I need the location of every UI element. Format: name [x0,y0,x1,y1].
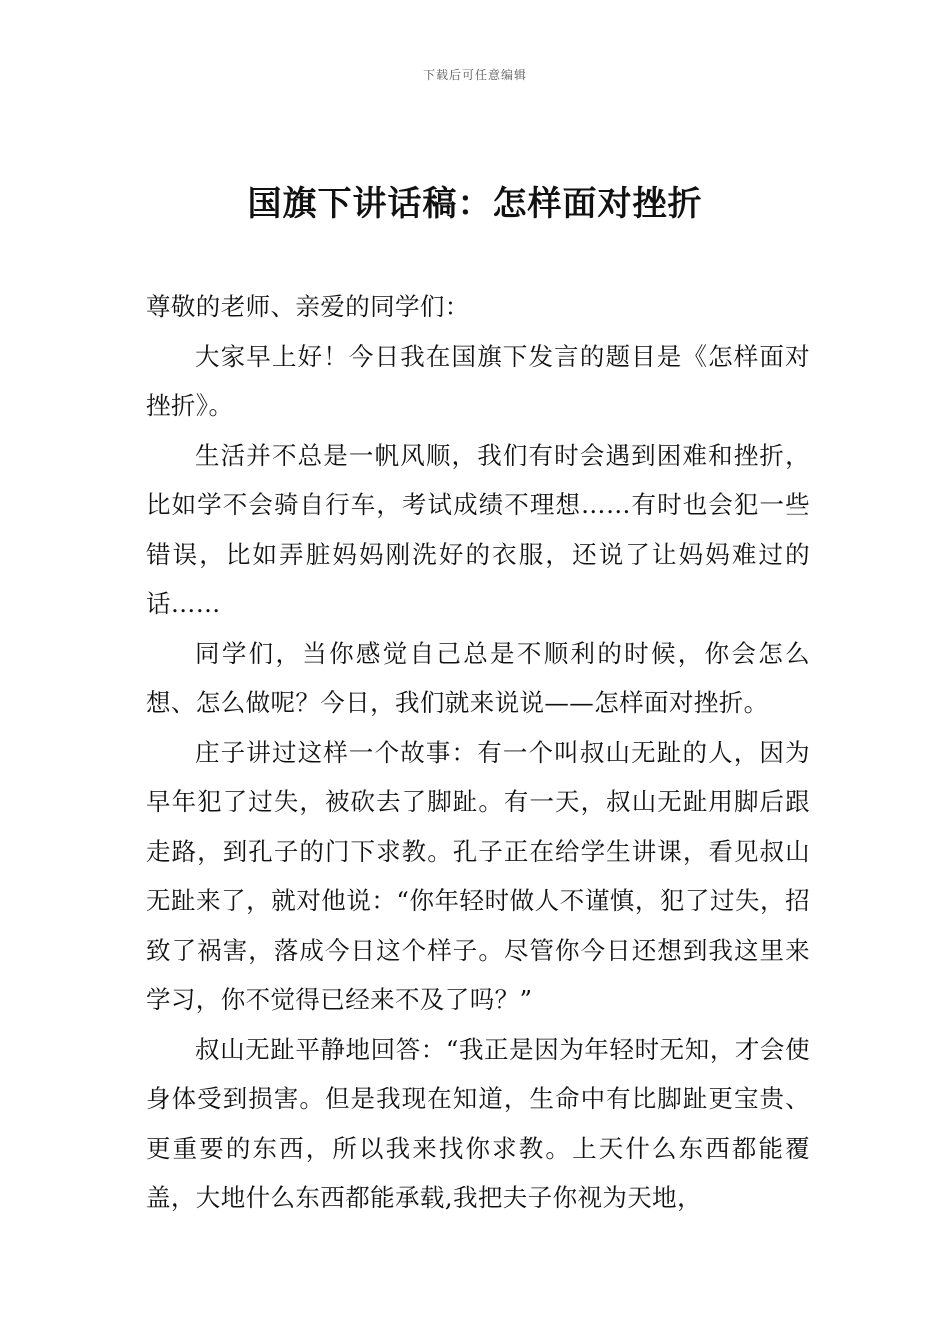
paragraph-2: 生活并不总是一帆风顺，我们有时会遇到困难和挫折，比如学不会骑自行车，考试成绩不理想……有时也会犯一些错误，比如弄脏妈妈刚洗好的衣服，还说了让妈妈难过的话…… [146,440,810,618]
header-note: 下载后可任意编辑 [422,68,527,82]
paragraph-3: 同学们，当你感觉自己总是不顺利的时候，你会怎么想、怎么做呢？今日，我们就来说说——怎样面对挫折。 [146,638,810,717]
document-title: 国旗下讲话稿：怎样面对挫折 [247,184,703,224]
paragraph-5: 叔山无趾平静地回答：“我正是因为年轻时无知，才会使身体受到损害。但是我现在知道，生命中有比脚趾更宝贵、更重要的东西，所以我来找你求教。上天什么东西都能覆盖，大地什么东西都能承载,我把夫子你视为天地， [146,1034,810,1212]
document-body [146,282,810,1223]
paragraph-1: 大家早上好！今日我在国旗下发言的题目是《怎样面对挫折》。 [146,341,810,420]
greeting: 尊敬的老师、亲爱的同学们： [146,292,470,321]
paragraph-4: 庄子讲过这样一个故事：有一个叫叔山无趾的人，因为早年犯了过失，被砍去了脚趾。有一天，叔山无趾用脚后跟走路，到孔子的门下求教。孔子正在给学生讲课，看见叔山无趾来了，就对他说：“你年轻时做人不谨慎，犯了过失，招致了祸害，落成今日这个样子。尽管你今日还想到我这里来学习，你不觉得已经来不及了吗？” [146,737,810,1014]
